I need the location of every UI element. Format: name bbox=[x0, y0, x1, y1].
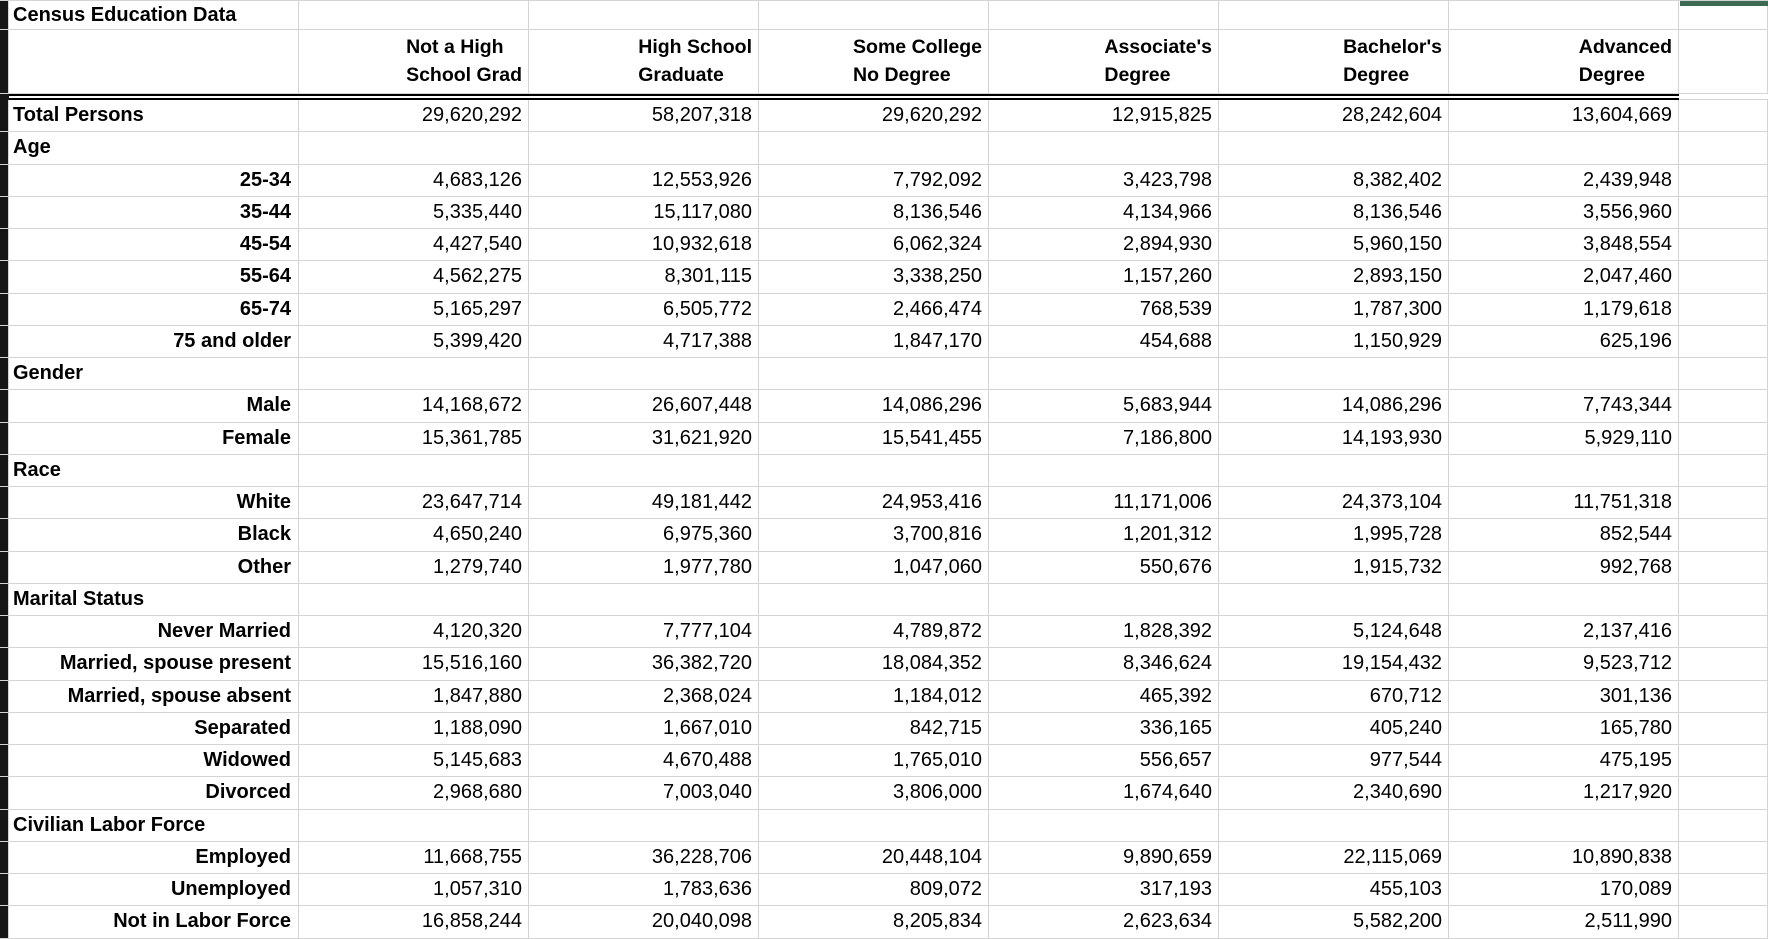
empty-cell[interactable] bbox=[1219, 584, 1449, 616]
empty-cell[interactable] bbox=[1679, 906, 1768, 938]
cell-value[interactable]: 2,894,930 bbox=[989, 229, 1219, 261]
row-header-edge bbox=[0, 30, 9, 94]
cell-value[interactable]: 1,157,260 bbox=[989, 261, 1219, 293]
row-header-edge bbox=[0, 906, 9, 938]
empty-cell[interactable] bbox=[1679, 100, 1768, 132]
row-label[interactable]: Married, spouse absent bbox=[9, 681, 299, 713]
row-label[interactable]: 45-54 bbox=[9, 229, 299, 261]
cell-value[interactable]: 170,089 bbox=[1449, 874, 1679, 906]
cell-value[interactable]: 1,188,090 bbox=[299, 713, 529, 745]
column-header-some-college[interactable]: Some College No Degree bbox=[759, 30, 989, 94]
row-label[interactable]: Never Married bbox=[9, 616, 299, 648]
row-label[interactable]: Separated bbox=[9, 713, 299, 745]
cell-value[interactable]: 9,890,659 bbox=[989, 842, 1219, 874]
row-header-edge bbox=[0, 810, 9, 842]
empty-cell[interactable] bbox=[759, 584, 989, 616]
empty-cell[interactable] bbox=[1679, 132, 1768, 164]
cell-value[interactable]: 8,346,624 bbox=[989, 648, 1219, 680]
empty-cell[interactable] bbox=[1679, 487, 1768, 519]
empty-cell[interactable] bbox=[1679, 30, 1768, 94]
row-header-edge bbox=[0, 487, 9, 519]
cell-value[interactable]: 1,201,312 bbox=[989, 519, 1219, 551]
cell-value[interactable]: 3,848,554 bbox=[1449, 229, 1679, 261]
cell-value[interactable]: 1,217,920 bbox=[1449, 777, 1679, 809]
row-header-edge bbox=[0, 294, 9, 326]
cell-value[interactable]: 6,975,360 bbox=[529, 519, 759, 551]
cell-value[interactable]: 842,715 bbox=[759, 713, 989, 745]
empty-cell[interactable] bbox=[299, 810, 529, 842]
empty-cell[interactable] bbox=[1679, 165, 1768, 197]
row-label[interactable]: 25-34 bbox=[9, 165, 299, 197]
cell-value[interactable]: 2,340,690 bbox=[1219, 777, 1449, 809]
row-label[interactable]: 65-74 bbox=[9, 294, 299, 326]
row-header-edge bbox=[0, 681, 9, 713]
cell-value[interactable]: 28,242,604 bbox=[1219, 100, 1449, 132]
cell-value[interactable]: 14,168,672 bbox=[299, 390, 529, 422]
cell-value[interactable]: 7,792,092 bbox=[759, 165, 989, 197]
empty-cell[interactable] bbox=[1679, 455, 1768, 487]
cell-value[interactable]: 23,647,714 bbox=[299, 487, 529, 519]
cell-value[interactable]: 7,743,344 bbox=[1449, 390, 1679, 422]
table-row bbox=[0, 842, 1768, 874]
cell-value[interactable]: 625,196 bbox=[1449, 326, 1679, 358]
cell-value[interactable]: 3,806,000 bbox=[759, 777, 989, 809]
empty-cell[interactable] bbox=[299, 584, 529, 616]
cell-value[interactable]: 405,240 bbox=[1219, 713, 1449, 745]
row-label[interactable]: Male bbox=[9, 390, 299, 422]
cell-value[interactable]: 2,137,416 bbox=[1449, 616, 1679, 648]
cell-value[interactable]: 550,676 bbox=[989, 552, 1219, 584]
cell-value[interactable]: 15,516,160 bbox=[299, 648, 529, 680]
empty-cell[interactable] bbox=[989, 132, 1219, 164]
empty-cell[interactable] bbox=[1679, 423, 1768, 455]
empty-cell[interactable] bbox=[529, 584, 759, 616]
row-header-edge bbox=[0, 842, 9, 874]
cell-value[interactable]: 11,171,006 bbox=[989, 487, 1219, 519]
row-header-edge bbox=[0, 584, 9, 616]
cell-value[interactable]: 1,057,310 bbox=[299, 874, 529, 906]
cell-value[interactable]: 3,556,960 bbox=[1449, 197, 1679, 229]
cell-value[interactable]: 1,047,060 bbox=[759, 552, 989, 584]
empty-cell[interactable] bbox=[1679, 584, 1768, 616]
cell-value[interactable]: 15,541,455 bbox=[759, 423, 989, 455]
cell-value[interactable]: 7,003,040 bbox=[529, 777, 759, 809]
empty-cell[interactable] bbox=[529, 810, 759, 842]
empty-cell[interactable] bbox=[989, 455, 1219, 487]
cell-value[interactable]: 4,562,275 bbox=[299, 261, 529, 293]
row-header-edge bbox=[0, 358, 9, 390]
row-label[interactable]: Gender bbox=[9, 358, 299, 390]
cell-value[interactable]: 992,768 bbox=[1449, 552, 1679, 584]
row-header-edge bbox=[0, 165, 9, 197]
empty-cell[interactable] bbox=[1219, 358, 1449, 390]
empty-cell[interactable] bbox=[1679, 552, 1768, 584]
table-row bbox=[0, 874, 1768, 906]
empty-cell[interactable] bbox=[299, 455, 529, 487]
table-row bbox=[0, 423, 1768, 455]
cell-value[interactable]: 8,136,546 bbox=[1219, 197, 1449, 229]
row-label[interactable]: Married, spouse present bbox=[9, 648, 299, 680]
table-row bbox=[0, 100, 1768, 132]
cell-value[interactable]: 1,674,640 bbox=[989, 777, 1219, 809]
cell-value[interactable]: 31,621,920 bbox=[529, 423, 759, 455]
cell-value[interactable]: 670,712 bbox=[1219, 681, 1449, 713]
cell-value[interactable]: 20,448,104 bbox=[759, 842, 989, 874]
table-row bbox=[0, 810, 1768, 842]
cell-value[interactable]: 1,150,929 bbox=[1219, 326, 1449, 358]
cell-value[interactable]: 5,399,420 bbox=[299, 326, 529, 358]
table-row bbox=[0, 487, 1768, 519]
cell-value[interactable]: 22,115,069 bbox=[1219, 842, 1449, 874]
cell-value[interactable]: 2,047,460 bbox=[1449, 261, 1679, 293]
cell-value[interactable]: 8,301,115 bbox=[529, 261, 759, 293]
cell-value[interactable]: 301,136 bbox=[1449, 681, 1679, 713]
cell-value[interactable]: 2,439,948 bbox=[1449, 165, 1679, 197]
cell-value[interactable]: 14,193,930 bbox=[1219, 423, 1449, 455]
row-label[interactable]: Employed bbox=[9, 842, 299, 874]
cell-value[interactable]: 5,683,944 bbox=[989, 390, 1219, 422]
empty-cell[interactable] bbox=[1679, 681, 1768, 713]
cell-value[interactable]: 336,165 bbox=[989, 713, 1219, 745]
cell-value[interactable]: 9,523,712 bbox=[1449, 648, 1679, 680]
row-header-edge bbox=[0, 326, 9, 358]
cell-value[interactable]: 4,650,240 bbox=[299, 519, 529, 551]
empty-cell[interactable] bbox=[1679, 842, 1768, 874]
cell-value[interactable]: 5,165,297 bbox=[299, 294, 529, 326]
table-row bbox=[0, 229, 1768, 261]
row-label[interactable]: Black bbox=[9, 519, 299, 551]
cell-value[interactable]: 58,207,318 bbox=[529, 100, 759, 132]
row-header-edge bbox=[0, 713, 9, 745]
empty-cell[interactable] bbox=[1219, 132, 1449, 164]
cell-value[interactable]: 10,932,618 bbox=[529, 229, 759, 261]
row-header-edge bbox=[0, 197, 9, 229]
table-row bbox=[0, 261, 1768, 293]
selection-indicator-bar bbox=[1680, 1, 1768, 6]
cell-value[interactable]: 1,977,780 bbox=[529, 552, 759, 584]
row-header-edge bbox=[0, 616, 9, 648]
row-header-edge bbox=[0, 745, 9, 777]
empty-cell[interactable] bbox=[529, 455, 759, 487]
cell-value[interactable]: 49,181,442 bbox=[529, 487, 759, 519]
table-row bbox=[0, 777, 1768, 809]
cell-value[interactable]: 6,062,324 bbox=[759, 229, 989, 261]
cell-value[interactable]: 12,915,825 bbox=[989, 100, 1219, 132]
cell-value[interactable]: 8,205,834 bbox=[759, 906, 989, 938]
cell-value[interactable]: 8,382,402 bbox=[1219, 165, 1449, 197]
cell-value[interactable]: 455,103 bbox=[1219, 874, 1449, 906]
row-label[interactable]: Total Persons bbox=[9, 100, 299, 132]
empty-cell[interactable] bbox=[1449, 358, 1679, 390]
empty-cell[interactable] bbox=[1219, 1, 1449, 30]
header-row bbox=[0, 30, 1768, 94]
column-header-advanced[interactable]: Advanced Degree bbox=[1449, 30, 1679, 94]
cell-value[interactable]: 454,688 bbox=[989, 326, 1219, 358]
empty-cell[interactable] bbox=[1219, 810, 1449, 842]
empty-cell[interactable] bbox=[1679, 648, 1768, 680]
empty-cell[interactable] bbox=[1449, 455, 1679, 487]
table-row bbox=[0, 358, 1768, 390]
cell-value[interactable]: 36,382,720 bbox=[529, 648, 759, 680]
table-row bbox=[0, 681, 1768, 713]
cell-value[interactable]: 165,780 bbox=[1449, 713, 1679, 745]
cell-value[interactable]: 2,511,990 bbox=[1449, 906, 1679, 938]
cell-value[interactable]: 5,335,440 bbox=[299, 197, 529, 229]
cell-value[interactable]: 1,915,732 bbox=[1219, 552, 1449, 584]
row-label[interactable]: Other bbox=[9, 552, 299, 584]
table-row bbox=[0, 584, 1768, 616]
empty-cell[interactable] bbox=[759, 132, 989, 164]
empty-cell[interactable] bbox=[299, 358, 529, 390]
cell-value[interactable]: 475,195 bbox=[1449, 745, 1679, 777]
cell-value[interactable]: 29,620,292 bbox=[759, 100, 989, 132]
cell-value[interactable]: 14,086,296 bbox=[759, 390, 989, 422]
cell-value[interactable]: 15,361,785 bbox=[299, 423, 529, 455]
cell-value[interactable]: 12,553,926 bbox=[529, 165, 759, 197]
empty-cell[interactable] bbox=[1449, 132, 1679, 164]
row-header-edge bbox=[0, 874, 9, 906]
empty-cell[interactable] bbox=[759, 810, 989, 842]
cell-value[interactable]: 4,120,320 bbox=[299, 616, 529, 648]
row-label[interactable]: Age bbox=[9, 132, 299, 164]
row-label[interactable]: 35-44 bbox=[9, 197, 299, 229]
table-row bbox=[0, 519, 1768, 551]
row-header-edge bbox=[0, 777, 9, 809]
cell-value[interactable]: 768,539 bbox=[989, 294, 1219, 326]
cell-value[interactable]: 7,777,104 bbox=[529, 616, 759, 648]
empty-cell[interactable] bbox=[1679, 358, 1768, 390]
cell-value[interactable]: 2,623,634 bbox=[989, 906, 1219, 938]
cell-value[interactable]: 4,670,488 bbox=[529, 745, 759, 777]
table-row bbox=[0, 552, 1768, 584]
row-label[interactable]: 75 and older bbox=[9, 326, 299, 358]
cell-value[interactable]: 2,968,680 bbox=[299, 777, 529, 809]
cell-value[interactable]: 15,117,080 bbox=[529, 197, 759, 229]
empty-cell[interactable] bbox=[1679, 261, 1768, 293]
cell-value[interactable]: 36,228,706 bbox=[529, 842, 759, 874]
cell-value[interactable]: 16,858,244 bbox=[299, 906, 529, 938]
row-header-edge bbox=[0, 648, 9, 680]
cell-value[interactable]: 1,847,170 bbox=[759, 326, 989, 358]
cell-value[interactable]: 7,186,800 bbox=[989, 423, 1219, 455]
cell-value[interactable]: 29,620,292 bbox=[299, 100, 529, 132]
table-row bbox=[0, 326, 1768, 358]
empty-cell[interactable] bbox=[299, 132, 529, 164]
empty-cell[interactable] bbox=[1679, 294, 1768, 326]
cell-value[interactable]: 24,373,104 bbox=[1219, 487, 1449, 519]
cell-value[interactable]: 1,847,880 bbox=[299, 681, 529, 713]
cell-value[interactable]: 1,279,740 bbox=[299, 552, 529, 584]
row-header-edge bbox=[0, 229, 9, 261]
empty-cell[interactable] bbox=[1679, 745, 1768, 777]
table-row bbox=[0, 294, 1768, 326]
empty-cell[interactable] bbox=[1219, 455, 1449, 487]
empty-cell[interactable] bbox=[1679, 616, 1768, 648]
column-header-not-hs-grad[interactable]: Not a High School Grad bbox=[299, 30, 529, 94]
cell-value[interactable]: 2,466,474 bbox=[759, 294, 989, 326]
cell-value[interactable]: 4,427,540 bbox=[299, 229, 529, 261]
table-row bbox=[0, 745, 1768, 777]
row-label[interactable]: Widowed bbox=[9, 745, 299, 777]
cell-value[interactable]: 3,423,798 bbox=[989, 165, 1219, 197]
cell-value[interactable]: 317,193 bbox=[989, 874, 1219, 906]
cell-value[interactable]: 977,544 bbox=[1219, 745, 1449, 777]
cell-value[interactable]: 19,154,432 bbox=[1219, 648, 1449, 680]
cell-value[interactable]: 5,960,150 bbox=[1219, 229, 1449, 261]
row-header-edge bbox=[0, 261, 9, 293]
row-label[interactable]: Divorced bbox=[9, 777, 299, 809]
title-row bbox=[0, 1, 1768, 30]
table-row bbox=[0, 390, 1768, 422]
row-header-edge bbox=[0, 519, 9, 551]
cell-value[interactable]: 14,086,296 bbox=[1219, 390, 1449, 422]
row-label[interactable]: 55-64 bbox=[9, 261, 299, 293]
table-row bbox=[0, 906, 1768, 938]
cell-value[interactable]: 18,084,352 bbox=[759, 648, 989, 680]
sheet-title[interactable]: Census Education Data bbox=[9, 1, 299, 30]
cell-value[interactable]: 1,667,010 bbox=[529, 713, 759, 745]
row-label[interactable]: Marital Status bbox=[9, 584, 299, 616]
empty-cell[interactable] bbox=[1679, 390, 1768, 422]
cell-value[interactable]: 1,765,010 bbox=[759, 745, 989, 777]
cell-value[interactable]: 8,136,546 bbox=[759, 197, 989, 229]
table-row bbox=[0, 455, 1768, 487]
empty-cell[interactable] bbox=[1449, 810, 1679, 842]
cell-value[interactable]: 4,789,872 bbox=[759, 616, 989, 648]
cell-value[interactable]: 5,145,683 bbox=[299, 745, 529, 777]
row-header-edge bbox=[0, 132, 9, 164]
empty-cell[interactable] bbox=[989, 358, 1219, 390]
column-header-associates[interactable]: Associate's Degree bbox=[989, 30, 1219, 94]
cell-value[interactable]: 465,392 bbox=[989, 681, 1219, 713]
row-header-edge bbox=[0, 552, 9, 584]
empty-cell[interactable] bbox=[1679, 519, 1768, 551]
cell-value[interactable]: 11,751,318 bbox=[1449, 487, 1679, 519]
table-row bbox=[0, 648, 1768, 680]
empty-cell[interactable] bbox=[989, 810, 1219, 842]
cell-value[interactable]: 809,072 bbox=[759, 874, 989, 906]
cell-value[interactable]: 26,607,448 bbox=[529, 390, 759, 422]
row-header-edge bbox=[0, 390, 9, 422]
cell-value[interactable]: 1,184,012 bbox=[759, 681, 989, 713]
empty-cell[interactable] bbox=[1679, 229, 1768, 261]
cell-value[interactable]: 13,604,669 bbox=[1449, 100, 1679, 132]
table-body bbox=[0, 100, 1768, 939]
cell-value[interactable]: 2,893,150 bbox=[1219, 261, 1449, 293]
cell-value[interactable]: 11,668,755 bbox=[299, 842, 529, 874]
empty-cell[interactable] bbox=[529, 358, 759, 390]
cell-value[interactable]: 5,124,648 bbox=[1219, 616, 1449, 648]
empty-cell[interactable] bbox=[299, 1, 529, 30]
table-row bbox=[0, 713, 1768, 745]
empty-cell[interactable] bbox=[989, 584, 1219, 616]
column-header-hs-graduate[interactable]: High School Graduate bbox=[529, 30, 759, 94]
column-header-bachelors[interactable]: Bachelor's Degree bbox=[1219, 30, 1449, 94]
empty-cell[interactable] bbox=[759, 1, 989, 30]
row-header-edge bbox=[0, 100, 9, 132]
cell-value[interactable]: 20,040,098 bbox=[529, 906, 759, 938]
cell-value[interactable]: 10,890,838 bbox=[1449, 842, 1679, 874]
cell-value[interactable]: 24,953,416 bbox=[759, 487, 989, 519]
cell-value[interactable]: 1,787,300 bbox=[1219, 294, 1449, 326]
table-row bbox=[0, 616, 1768, 648]
table-row bbox=[0, 165, 1768, 197]
row-label[interactable]: Not in Labor Force bbox=[9, 906, 299, 938]
row-label[interactable]: Race bbox=[9, 455, 299, 487]
table-row bbox=[0, 197, 1768, 229]
cell-value[interactable]: 1,995,728 bbox=[1219, 519, 1449, 551]
cell-value[interactable]: 5,929,110 bbox=[1449, 423, 1679, 455]
row-label[interactable]: White bbox=[9, 487, 299, 519]
empty-cell[interactable] bbox=[529, 132, 759, 164]
cell-value[interactable]: 852,544 bbox=[1449, 519, 1679, 551]
cell-value[interactable]: 1,179,618 bbox=[1449, 294, 1679, 326]
empty-cell[interactable] bbox=[1679, 326, 1768, 358]
row-label[interactable]: Female bbox=[9, 423, 299, 455]
cell-value[interactable]: 3,700,816 bbox=[759, 519, 989, 551]
empty-cell[interactable] bbox=[989, 1, 1219, 30]
empty-cell[interactable] bbox=[1679, 874, 1768, 906]
cell-value[interactable]: 5,582,200 bbox=[1219, 906, 1449, 938]
empty-cell[interactable] bbox=[9, 30, 299, 94]
cell-value[interactable]: 4,683,126 bbox=[299, 165, 529, 197]
cell-value[interactable]: 556,657 bbox=[989, 745, 1219, 777]
empty-cell[interactable] bbox=[1449, 584, 1679, 616]
row-header-edge bbox=[0, 455, 9, 487]
table-row bbox=[0, 132, 1768, 164]
cell-value[interactable]: 4,134,966 bbox=[989, 197, 1219, 229]
empty-cell[interactable] bbox=[1679, 777, 1768, 809]
cell-value[interactable]: 1,783,636 bbox=[529, 874, 759, 906]
empty-cell[interactable] bbox=[759, 455, 989, 487]
empty-cell[interactable] bbox=[1679, 810, 1768, 842]
empty-cell[interactable] bbox=[1679, 197, 1768, 229]
empty-cell[interactable] bbox=[1449, 1, 1679, 30]
cell-value[interactable]: 6,505,772 bbox=[529, 294, 759, 326]
cell-value[interactable]: 1,828,392 bbox=[989, 616, 1219, 648]
row-header-edge bbox=[0, 1, 9, 30]
cell-value[interactable]: 4,717,388 bbox=[529, 326, 759, 358]
empty-cell[interactable] bbox=[759, 358, 989, 390]
empty-cell[interactable] bbox=[529, 1, 759, 30]
row-label[interactable]: Unemployed bbox=[9, 874, 299, 906]
row-header-edge bbox=[0, 423, 9, 455]
cell-value[interactable]: 3,338,250 bbox=[759, 261, 989, 293]
cell-value[interactable]: 2,368,024 bbox=[529, 681, 759, 713]
empty-cell[interactable] bbox=[1679, 713, 1768, 745]
row-label[interactable]: Civilian Labor Force bbox=[9, 810, 299, 842]
